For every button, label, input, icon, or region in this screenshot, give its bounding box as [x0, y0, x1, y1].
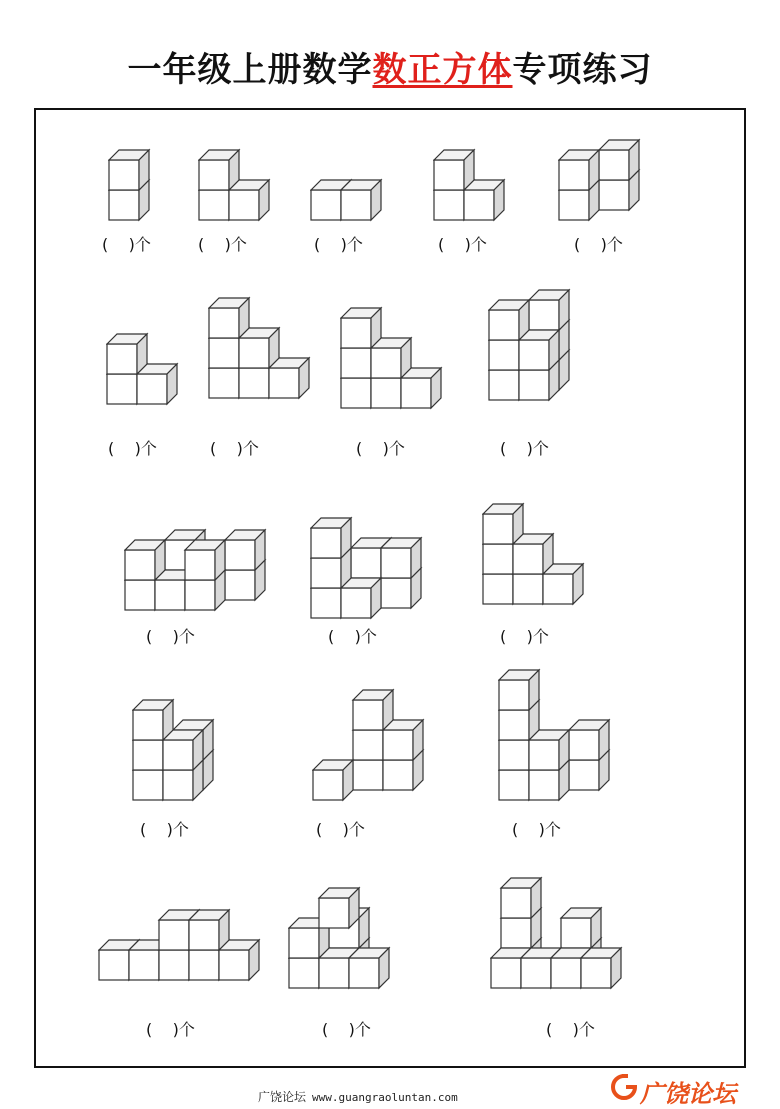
- answer-blank[interactable]: ( )个: [574, 235, 623, 254]
- cube-front-face: [129, 950, 159, 980]
- cube-front-face: [133, 740, 163, 770]
- cube-front-face: [559, 160, 589, 190]
- cube-front-face: [401, 378, 431, 408]
- cube: [189, 910, 229, 950]
- cube: [229, 180, 269, 220]
- cube-front-face: [229, 190, 259, 220]
- cube: [109, 150, 149, 190]
- cube: [501, 878, 541, 918]
- cube-front-face: [513, 544, 543, 574]
- cube: [185, 540, 225, 580]
- figure-12: [482, 502, 586, 606]
- cube-front-face: [499, 710, 529, 740]
- cube-front-face: [225, 570, 255, 600]
- cube-front-face: [155, 580, 185, 610]
- cube-front-face: [185, 550, 215, 580]
- footer-site: 广饶论坛: [258, 1090, 307, 1104]
- cube-front-face: [499, 770, 529, 800]
- cube: [219, 940, 259, 980]
- cube-front-face: [353, 730, 383, 760]
- cube-front-face: [125, 550, 155, 580]
- figure-14: [312, 688, 426, 802]
- cube: [599, 140, 639, 180]
- cube: [311, 518, 351, 558]
- cube-front-face: [489, 370, 519, 400]
- cube-front-face: [499, 740, 529, 770]
- cube-front-face: [107, 374, 137, 404]
- figure-17: [288, 876, 402, 990]
- cube-front-face: [569, 760, 599, 790]
- cube-front-face: [551, 958, 581, 988]
- cube: [341, 308, 381, 348]
- cube-front-face: [189, 950, 219, 980]
- cube-front-face: [529, 770, 559, 800]
- cube: [561, 908, 601, 948]
- footer: [258, 1088, 458, 1105]
- cube: [319, 888, 359, 928]
- figure-2: [198, 148, 272, 222]
- cube: [225, 530, 265, 570]
- cube: [483, 504, 523, 544]
- cube-front-face: [219, 950, 249, 980]
- cube: [519, 330, 559, 370]
- cube-front-face: [311, 558, 341, 588]
- cube: [341, 578, 381, 618]
- cube: [401, 368, 441, 408]
- cube-front-face: [209, 308, 239, 338]
- cube: [349, 948, 389, 988]
- cube: [464, 180, 504, 220]
- cube-front-face: [319, 958, 349, 988]
- cube-front-face: [381, 548, 411, 578]
- answer-blank[interactable]: ( )个: [316, 820, 365, 839]
- page-title: [0, 42, 780, 91]
- title-suffix: 专项练习: [512, 50, 653, 90]
- answer-blank[interactable]: ( )个: [140, 820, 189, 839]
- cube-front-face: [434, 160, 464, 190]
- cube-front-face: [519, 340, 549, 370]
- cube-front-face: [159, 950, 189, 980]
- cube-front-face: [199, 160, 229, 190]
- cube: [163, 730, 203, 770]
- cube-front-face: [371, 348, 401, 378]
- figure-15: [498, 658, 612, 802]
- answer-blank[interactable]: ( )个: [210, 439, 259, 458]
- cube-front-face: [543, 574, 573, 604]
- cube-front-face: [599, 150, 629, 180]
- cube-front-face: [501, 888, 531, 918]
- answer-blank[interactable]: ( )个: [146, 1020, 195, 1039]
- answer-blank[interactable]: ( )个: [198, 235, 247, 254]
- cube: [239, 328, 279, 368]
- cube-front-face: [239, 338, 269, 368]
- answer-blank[interactable]: ( )个: [328, 627, 377, 646]
- cube-front-face: [319, 898, 349, 928]
- cube-front-face: [341, 348, 371, 378]
- cube-front-face: [341, 318, 371, 348]
- cube-front-face: [483, 514, 513, 544]
- figure-11: [310, 506, 424, 620]
- cube-front-face: [513, 574, 543, 604]
- answer-blank[interactable]: ( )个: [146, 627, 195, 646]
- cube-front-face: [383, 760, 413, 790]
- cube: [137, 364, 177, 404]
- cube-front-face: [133, 770, 163, 800]
- cube-front-face: [225, 540, 255, 570]
- cube-front-face: [189, 920, 219, 950]
- cube-front-face: [311, 588, 341, 618]
- cube-front-face: [137, 374, 167, 404]
- answer-blank[interactable]: ( )个: [546, 1020, 595, 1039]
- cube-front-face: [109, 160, 139, 190]
- cube: [513, 534, 553, 574]
- cube-front-face: [269, 368, 299, 398]
- cube-front-face: [289, 928, 319, 958]
- title-highlight: 数正方体: [372, 50, 513, 90]
- figure-3: [310, 178, 384, 222]
- figure-8: [340, 306, 444, 410]
- cube-front-face: [559, 190, 589, 220]
- cube: [381, 538, 421, 578]
- cube: [125, 540, 165, 580]
- cube: [543, 564, 583, 604]
- cube-front-face: [341, 588, 371, 618]
- cube: [569, 720, 609, 760]
- figure-5: [558, 138, 642, 222]
- cube-front-face: [434, 190, 464, 220]
- cube-front-face: [464, 190, 494, 220]
- cube-front-face: [311, 190, 341, 220]
- answer-blank[interactable]: ( )个: [500, 439, 549, 458]
- cube: [133, 700, 173, 740]
- cube-front-face: [99, 950, 129, 980]
- cube-front-face: [529, 740, 559, 770]
- cube: [499, 670, 539, 710]
- cube-front-face: [581, 958, 611, 988]
- cube-front-face: [351, 548, 381, 578]
- cube: [559, 150, 599, 190]
- cube-front-face: [125, 580, 155, 610]
- cube-front-face: [499, 680, 529, 710]
- cube-front-face: [313, 770, 343, 800]
- cube-front-face: [483, 544, 513, 574]
- logo-text: 广饶论坛: [640, 1080, 736, 1108]
- cube-front-face: [381, 578, 411, 608]
- footer-url: www.guangraoluntan.com: [312, 1091, 458, 1104]
- cube-front-face: [353, 760, 383, 790]
- cube: [371, 338, 411, 378]
- cube: [489, 300, 529, 340]
- cube-front-face: [341, 378, 371, 408]
- cube: [529, 290, 569, 330]
- figure-7: [208, 296, 312, 400]
- cube-front-face: [199, 190, 229, 220]
- cube-front-face: [109, 190, 139, 220]
- cube: [269, 358, 309, 398]
- cube-front-face: [569, 730, 599, 760]
- cube-front-face: [289, 958, 319, 988]
- cube-front-face: [501, 918, 531, 948]
- cube-front-face: [353, 700, 383, 730]
- cube-front-face: [311, 528, 341, 558]
- cube-front-face: [133, 710, 163, 740]
- cube: [313, 760, 353, 800]
- cube-front-face: [185, 580, 215, 610]
- figure-13: [132, 688, 216, 802]
- cube-front-face: [371, 378, 401, 408]
- cube-front-face: [529, 300, 559, 330]
- cube-front-face: [599, 180, 629, 210]
- figure-16: [98, 908, 262, 982]
- cube: [434, 150, 474, 190]
- figure-6: [106, 332, 180, 406]
- cube-front-face: [159, 920, 189, 950]
- title-prefix: 一年级上册数学: [127, 50, 373, 90]
- answer-blank[interactable]: ( )个: [512, 820, 561, 839]
- cube: [529, 730, 569, 770]
- figure-10: [124, 528, 268, 612]
- cube-front-face: [561, 918, 591, 948]
- cube-front-face: [489, 310, 519, 340]
- figure-18: [490, 876, 634, 990]
- cube: [341, 180, 381, 220]
- cube-front-face: [383, 730, 413, 760]
- cube-front-face: [483, 574, 513, 604]
- cube-front-face: [519, 370, 549, 400]
- cube-front-face: [209, 338, 239, 368]
- cube: [383, 720, 423, 760]
- answer-blank[interactable]: ( )个: [500, 627, 549, 646]
- cube-front-face: [341, 190, 371, 220]
- cube: [209, 298, 249, 338]
- cube-front-face: [349, 958, 379, 988]
- cube-front-face: [163, 770, 193, 800]
- answer-blank[interactable]: ( )个: [438, 235, 487, 254]
- figure-1: [108, 148, 152, 222]
- answer-blank[interactable]: ( )个: [356, 439, 405, 458]
- cube-front-face: [491, 958, 521, 988]
- answer-blank[interactable]: ( )个: [314, 235, 363, 254]
- cube-front-face: [489, 340, 519, 370]
- cube-front-face: [107, 344, 137, 374]
- cube-front-face: [521, 958, 551, 988]
- cube: [199, 150, 239, 190]
- cube-front-face: [209, 368, 239, 398]
- answer-blank[interactable]: ( )个: [102, 235, 151, 254]
- cube-front-face: [239, 368, 269, 398]
- cube: [581, 948, 621, 988]
- cube: [107, 334, 147, 374]
- cube: [353, 690, 393, 730]
- figure-9: [488, 288, 572, 402]
- figure-4: [433, 148, 507, 222]
- cube-front-face: [163, 740, 193, 770]
- answer-blank[interactable]: ( )个: [108, 439, 157, 458]
- answer-blank[interactable]: ( )个: [322, 1020, 371, 1039]
